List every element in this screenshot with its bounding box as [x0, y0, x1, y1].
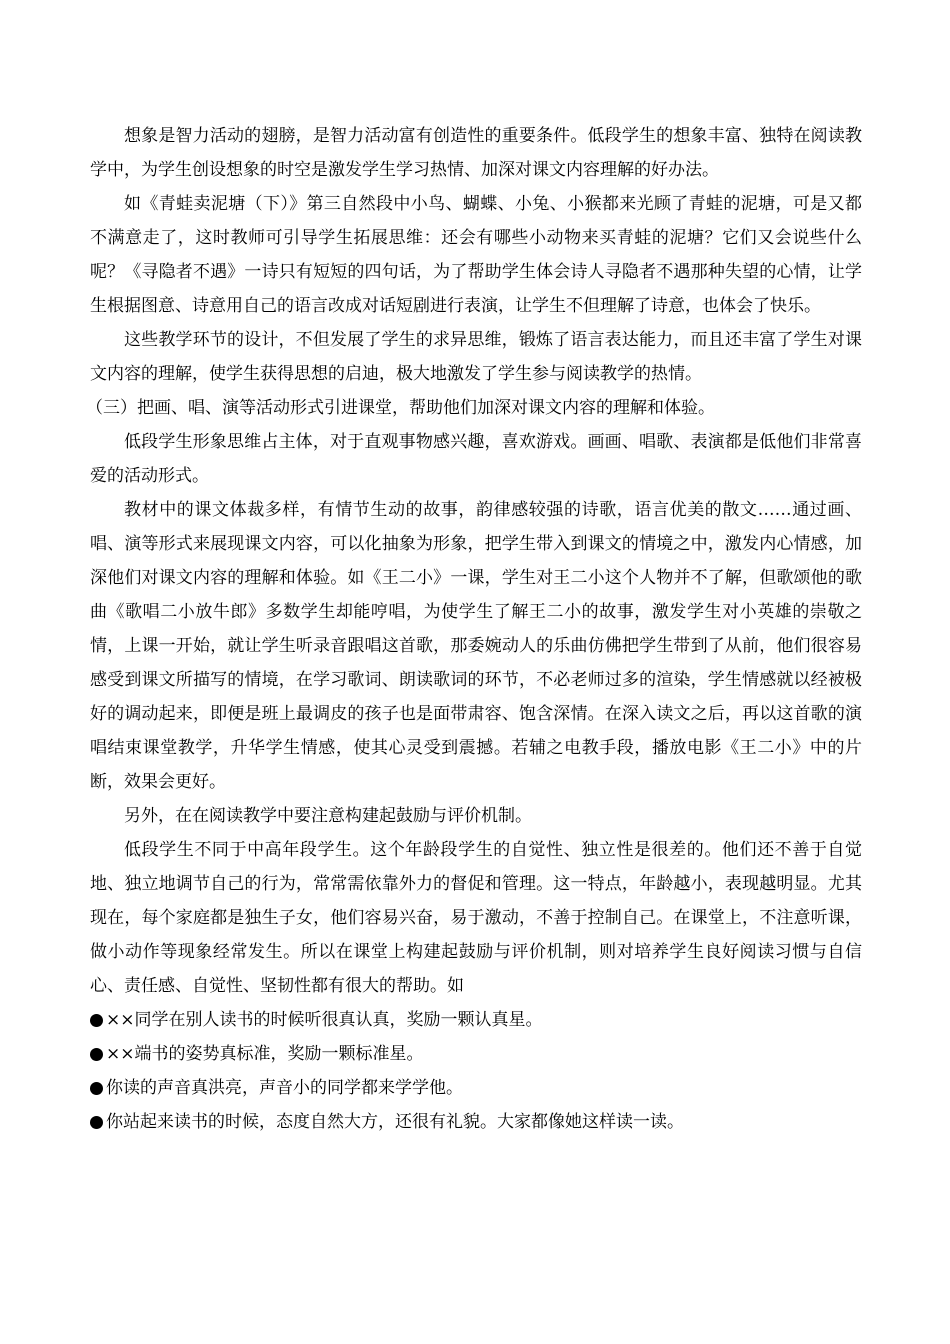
paragraph-low-grade-students: 低段学生不同于中高年段学生。这个年龄段学生的自觉性、独立性是很差的。他们还不善于自觉地、独立地调节自己的行为，常常需依靠外力的督促和管理。这一特点，年龄越小，表现越明显。尤其现在，每个家庭都是独生子女，他们容易兴奋，易于激动，不善于控制自己。在课堂上，不注意听课，做小动作等现象经常发生。所以在课堂上构建起鼓励与评价机制，则对培养学生良好阅读习惯与自信心、责任感、自觉性、坚韧性都有很大的帮助。如 — [90, 840, 862, 996]
bullet-text: 你站起来读书的时候，态度自然大方，还很有礼貌。大家都像她这样读一读。 — [106, 1112, 684, 1132]
section-heading-3: （三）把画、唱、演等活动形式引进课堂，帮助他们加深对课文内容的理解和体验。 — [86, 398, 715, 418]
bullet-dot-icon — [90, 1082, 103, 1095]
bullet-dot-icon — [90, 1048, 103, 1061]
bullet-item — [90, 1003, 862, 1037]
bullet-text: ××同学在别人读书的时候听很真认真，奖励一颗认真星。 — [106, 1010, 543, 1030]
bullet-text: ××端书的姿势真标准，奖励一颗标准星。 — [106, 1044, 424, 1064]
bullet-item — [90, 1071, 862, 1105]
document-body — [86, 119, 862, 1139]
bullet-item — [90, 1037, 862, 1071]
bullet-text: 你读的声音真洪亮，声音小的同学都来学学他。 — [106, 1078, 463, 1098]
bullet-dot-icon — [90, 1116, 103, 1129]
paragraph-visual-thinking: 低段学生形象思维占主体，对于直观事物感兴趣，喜欢游戏。画画、唱歌、表演都是低他们非常喜爱的活动形式。 — [90, 432, 862, 486]
paragraph-frog-example: 如《青蛙卖泥塘（下）》第三自然段中小鸟、蝴蝶、小兔、小猴都来光顾了青蛙的泥塘，可是又都不满意走了，这时教师可引导学生拓展思维：还会有哪些小动物来买青蛙的泥塘？它们又会说些什么呢？《寻隐者不遇》一诗只有短短的四句话，为了帮助学生体会诗人寻隐者不遇那种失望的心情，让学生根据图意、诗意用自己的语言改成对话短剧进行表演，让学生不但理解了诗意，也体会了快乐。 — [90, 194, 862, 316]
paragraph-imagination: 想象是智力活动的翅膀，是智力活动富有创造性的重要条件。低段学生的想象丰富、独特在阅读教学中，为学生创设想象的时空是激发学生学习热情、加深对课文内容理解的好办法。 — [90, 126, 862, 180]
bullet-dot-icon — [90, 1014, 103, 1027]
paragraph-evaluation-intro: 另外，在在阅读教学中要注意构建起鼓励与评价机制。 — [124, 806, 532, 826]
paragraph-wang-erxiao: 教材中的课文体裁多样，有情节生动的故事，韵律感较强的诗歌，语言优美的散文……通过画、唱、演等形式来展现课文内容，可以化抽象为形象，把学生带入到课文的情境之中，激发内心情感，加深他们对课文内容的理解和体验。如《王二小》一课，学生对王二小这个人物并不了解，但歌颂他的歌曲《歌唱二小放牛郎》多数学生却能哼唱，为使学生了解王二小的故事，激发学生对小英雄的崇敬之情，上课一开始，就让学生听录音跟唱这首歌，那委婉动人的乐曲仿佛把学生带到了从前，他们很容易感受到课文所描写的情境，在学习歌词、朗读歌词的环节，不必老师过多的渲染，学生情感就以经被极好的调动起来，即便是班上最调皮的孩子也是面带肃容、饱含深情。在深入读文之后，再以这首歌的演唱结束课堂教学，升华学生情感，使其心灵受到震撼。若辅之电教手段，播放电影《王二小》中的片断，效果会更好。 — [90, 500, 862, 792]
paragraph-teaching-design: 这些教学环节的设计，不但发展了学生的求异思维，锻炼了语言表达能力，而且还丰富了学生对课文内容的理解，使学生获得思想的启迪，极大地激发了学生参与阅读教学的热情。 — [90, 330, 862, 384]
bullet-item — [90, 1105, 862, 1139]
